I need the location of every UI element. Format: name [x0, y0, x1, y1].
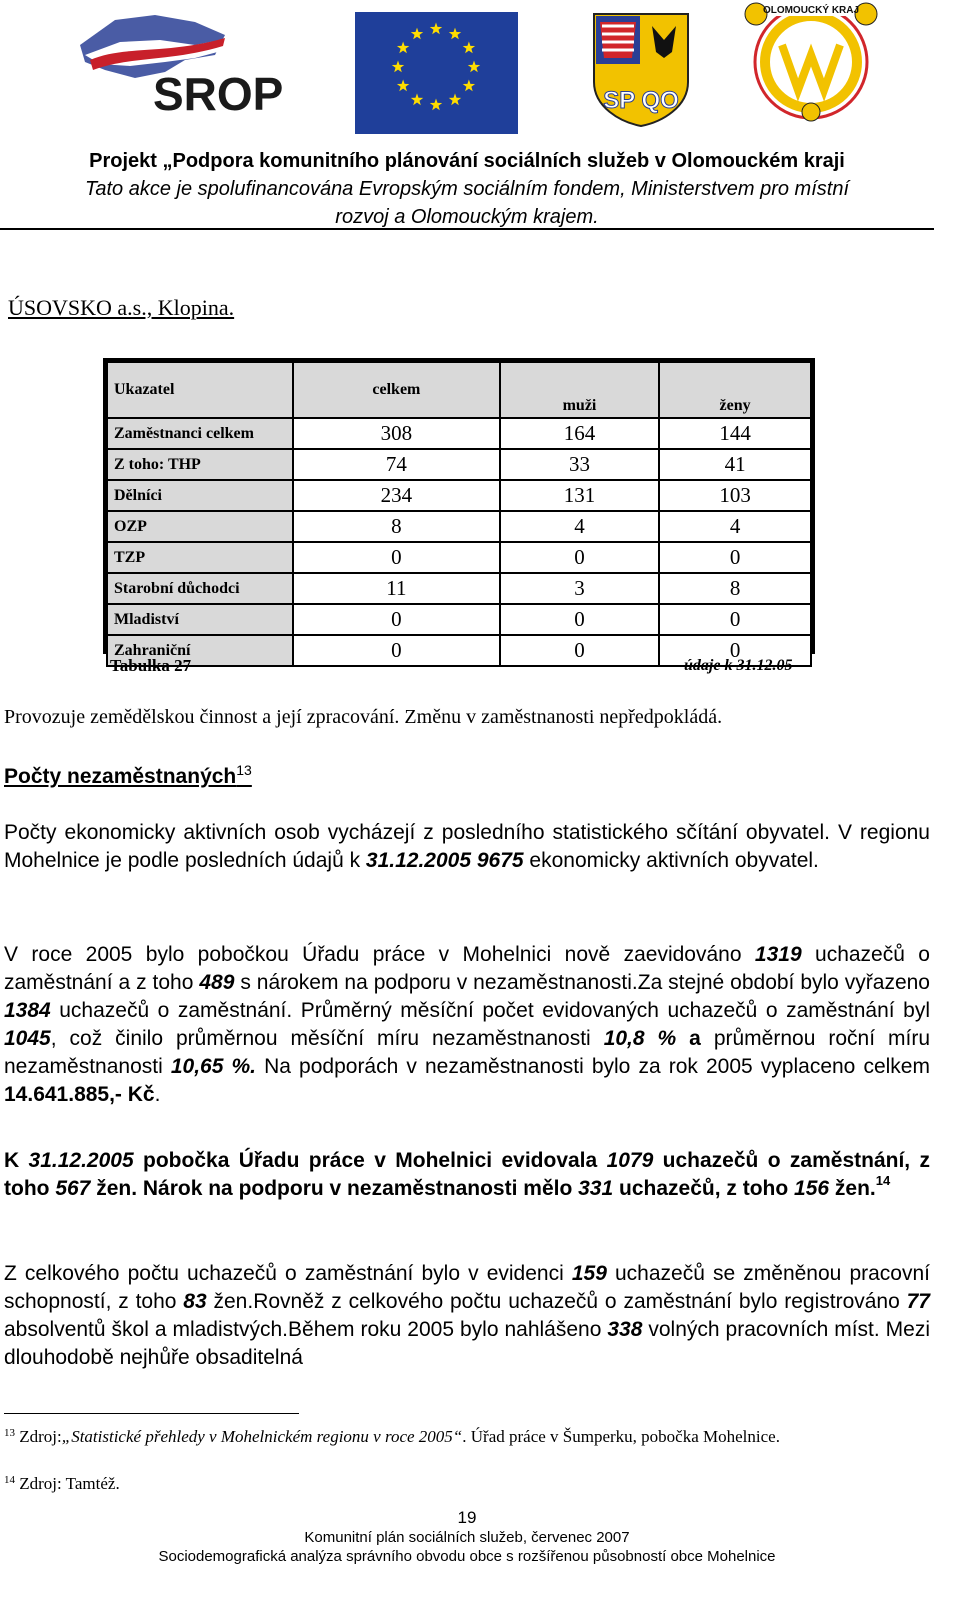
table-row	[107, 604, 811, 635]
text-run: .	[154, 1083, 161, 1106]
emphasis-number: 331	[578, 1177, 614, 1200]
text-run: absolventů škol a mladistvých.Během roku 2005 bylo nahlášeno	[4, 1318, 608, 1341]
row-label-cell: Zaměstnanci celkem	[107, 418, 293, 449]
text-run: uchazečů se změněnou pracovní schopností, z toho	[4, 1262, 930, 1313]
emphasis-text: a	[676, 1027, 701, 1050]
section-title-text: Počty nezaměstnaných	[4, 765, 237, 788]
emphasis-number: 10,8 %	[603, 1027, 677, 1050]
value-cell: 8	[659, 573, 811, 604]
emphasis-number: 77	[906, 1290, 930, 1313]
value-cell: 0	[659, 604, 811, 635]
text-run: uchazečů o zaměstnání, z toho	[4, 1149, 931, 1200]
value-cell: 4	[500, 511, 659, 542]
value-cell: 74	[293, 449, 500, 480]
text-run: žen. Nárok na podporu v nezaměstnanosti mělo	[90, 1177, 579, 1200]
footer-line-1: Komunitní plán sociálních služeb, červenec 2007	[304, 1529, 630, 1546]
emphasis-number: 9675	[476, 849, 524, 872]
text-run: volných pracovních míst. Mezi dlouhodobě nejhůře obsaditelná	[4, 1318, 931, 1369]
text-run: Z celkového počtu uchazečů o zaměstnání bylo v evidenci	[4, 1262, 572, 1285]
row-label-cell: Starobní důchodci	[107, 573, 293, 604]
cofinance-line-2: rozvoj a Olomouckým krajem.	[335, 206, 599, 228]
value-cell: 0	[500, 635, 659, 666]
emphasis-number: 1079	[606, 1149, 654, 1172]
emphasis-number: 10,65 %.	[170, 1055, 257, 1078]
komunitni-planovani-logo	[740, 0, 882, 122]
value-cell: 8	[293, 511, 500, 542]
row-label-cell: Dělníci	[107, 480, 293, 511]
eu-flag-logo	[355, 12, 518, 134]
project-title: Projekt „Podpora komunitního plánování sociálních služeb v Olomouckém kraji	[89, 150, 845, 172]
cofinance-line-1: Tato akce je spolufinancována Evropským sociálním fondem, Ministerstvem pro místní	[84, 178, 850, 200]
emphasis-number: 489	[199, 971, 235, 994]
text-run: Na podporách v nezaměstnanosti bylo za rok 2005 vyplaceno celkem	[256, 1055, 930, 1078]
value-cell: 0	[293, 604, 500, 635]
footnote-divider	[4, 1413, 299, 1414]
srop-logo	[75, 0, 290, 125]
header-cell-total: celkem	[293, 362, 500, 418]
text-run: průměrnou roční míru nezaměstnanosti	[4, 1027, 930, 1078]
footnote-number: 13	[4, 1427, 15, 1439]
emphasis-number: 83	[183, 1290, 207, 1313]
value-cell: 0	[293, 635, 500, 666]
activity-text: Provozuje zemědělskou činnost a její zpracování. Změnu v zaměstnanosti nepředpokládá.	[4, 706, 723, 728]
footnote-ref-13: 13	[236, 762, 252, 778]
emphasis-amount: 14.641.885,- Kč	[4, 1083, 155, 1106]
table-row	[107, 511, 811, 542]
table-row	[107, 449, 811, 480]
table-date-note: údaje k 31.12.05	[684, 657, 793, 674]
paragraph-economically-active	[4, 819, 930, 875]
olomoucky-kraj-ring-text: OLOMOUCKÝ KRAJ	[762, 5, 860, 16]
table-row	[107, 573, 811, 604]
company-heading: ÚSOVSKO a.s., Klopina.	[8, 295, 235, 320]
text-run: žen.	[829, 1177, 876, 1200]
value-cell: 164	[500, 418, 659, 449]
value-cell: 3	[500, 573, 659, 604]
emphasis-number: 567	[55, 1177, 91, 1200]
emphasis-number: 338	[607, 1318, 643, 1341]
table-row	[107, 480, 811, 511]
value-cell: 0	[500, 542, 659, 573]
text-run: V roce 2005 bylo pobočkou Úřadu práce v Mohelnici nově zaevidováno	[4, 943, 755, 966]
emphasis-number: 1045	[4, 1027, 51, 1050]
row-label-cell: Mladiství	[107, 604, 293, 635]
footnote-source-title: „Statistické přehledy v Mohelnickém regionu v roce 2005“	[61, 1427, 463, 1446]
value-cell: 103	[659, 480, 811, 511]
text-run: žen.Rovněž z celkového počtu uchazečů o zaměstnání bylo registrováno	[206, 1290, 907, 1313]
value-cell: 41	[659, 449, 811, 480]
row-label-cell: Zahraniční	[107, 635, 293, 666]
cofinance-note	[0, 175, 934, 231]
paragraph-registered-31-12-2005	[4, 1147, 930, 1203]
table-header-row	[107, 362, 811, 418]
employment-table	[103, 358, 815, 662]
page-number: 19	[457, 1508, 477, 1527]
emphasis-number: 1319	[754, 943, 802, 966]
text-run: Počty ekonomicky aktivních osob vycházejí z posledního statistického sčítání obyvatel. V regionu Mohelnice je podle posledních údajů k	[4, 821, 930, 872]
row-label-cell: OZP	[107, 511, 293, 542]
row-label-cell: Z toho: THP	[107, 449, 293, 480]
table-caption: Tabulka 27	[110, 656, 192, 675]
value-cell: 234	[293, 480, 500, 511]
emphasis-number: 156	[794, 1177, 830, 1200]
emphasis-date: 31.12.2005	[28, 1149, 134, 1172]
emphasis-number: 1384	[4, 999, 51, 1022]
text-run: uchazečů o zaměstnání. Průměrný měsíční počet evidovaných uchazečů o zaměstnání byl	[50, 999, 930, 1022]
paragraph-disabled-applicants	[4, 1260, 930, 1372]
footnote-14	[4, 1472, 924, 1495]
footnote-13	[4, 1425, 924, 1448]
srop-logo-text: SROP	[153, 68, 284, 120]
row-label-cell: TZP	[107, 542, 293, 573]
value-cell: 4	[659, 511, 811, 542]
value-cell: 0	[293, 542, 500, 573]
section-title	[4, 762, 252, 789]
value-cell: 144	[659, 418, 811, 449]
table-row	[107, 418, 811, 449]
text-run: Zdroj: Tamtéž.	[15, 1474, 120, 1493]
header-cell-men: muži	[500, 362, 659, 418]
header-cell-women: ženy	[659, 362, 811, 418]
emphasis-number: 159	[571, 1262, 607, 1285]
value-cell: 308	[293, 418, 500, 449]
text-run: Zdroj:	[15, 1427, 62, 1446]
text-run: uchazečů, z toho	[613, 1177, 795, 1200]
text-run: . Úřad práce v Šumperku, pobočka Mohelnice.	[462, 1427, 780, 1446]
text-run: s nárokem na podporu v nezaměstnanosti.Za stejné období bylo vyřazeno	[234, 971, 930, 994]
footer-line-2: Sociodemografická analýza správního obvodu obce s rozšířenou působností obce Mohelnice	[158, 1548, 776, 1565]
paragraph-unemployment-2005	[4, 941, 930, 1109]
employment-table-grid	[106, 361, 812, 667]
text-run: uchazečů o zaměstnání a z toho	[4, 943, 930, 994]
emphasis-date: 31.12.2005	[365, 849, 472, 872]
olomoucky-kraj-emblem	[592, 12, 690, 128]
value-cell: 33	[500, 449, 659, 480]
kraj-emblem-text: SP QO	[603, 87, 679, 114]
footnote-number: 14	[4, 1474, 15, 1486]
value-cell: 0	[659, 635, 811, 666]
text-run: ekonomicky aktivních obyvatel.	[523, 849, 819, 872]
value-cell: 0	[500, 604, 659, 635]
value-cell: 0	[659, 542, 811, 573]
value-cell: 131	[500, 480, 659, 511]
table-row	[107, 542, 811, 573]
footnote-ref-14: 14	[875, 1173, 891, 1188]
header-cell-indicator: Ukazatel	[107, 362, 293, 418]
text-run: , což činilo průměrnou měsíční míru nezaměstnanosti	[50, 1027, 604, 1050]
value-cell: 11	[293, 573, 500, 604]
text-run: pobočka Úřadu práce v Mohelnici evidovala	[133, 1149, 607, 1172]
text-run: K	[4, 1149, 29, 1172]
header-divider	[0, 228, 934, 230]
